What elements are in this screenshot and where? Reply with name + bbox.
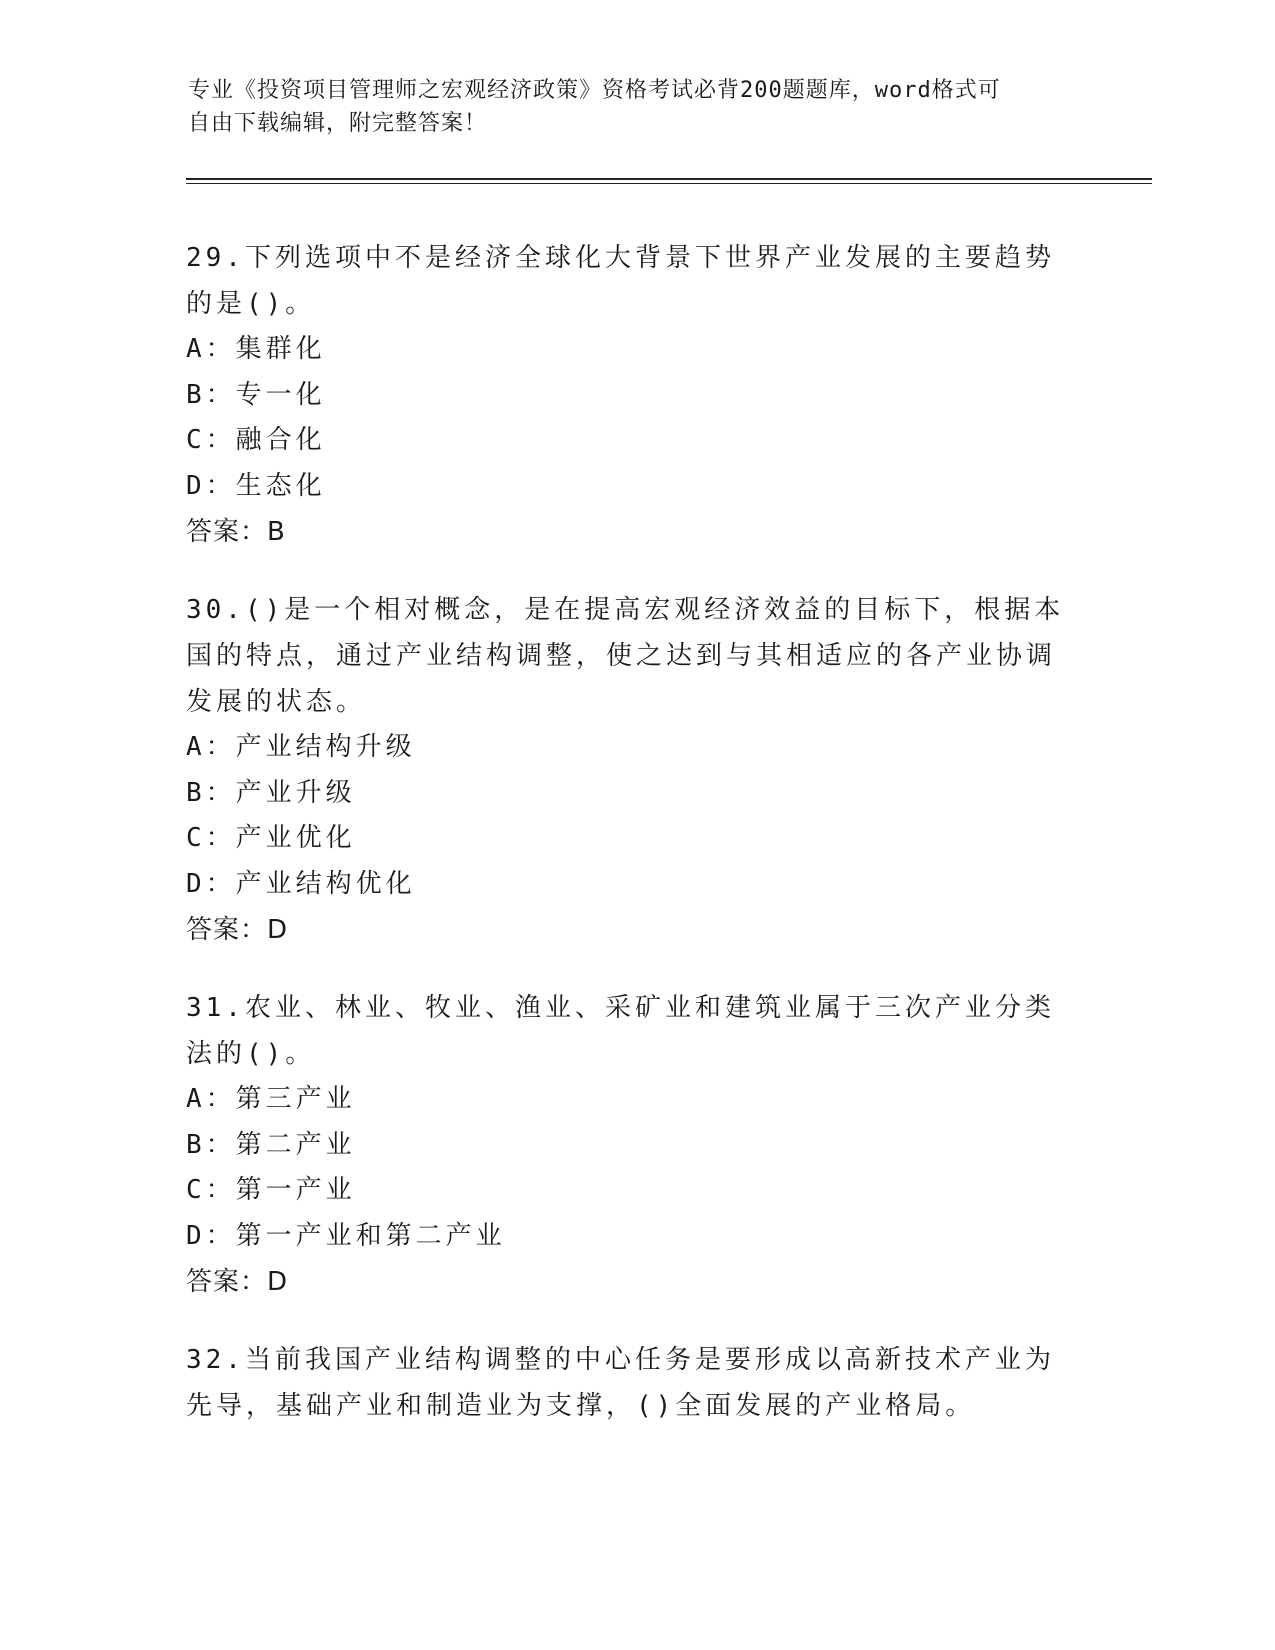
option-a: A：产业结构升级	[186, 732, 416, 762]
question-text: 29.下列选项中不是经济全球化大背景下世界产业发展的主要趋势的是()。	[186, 243, 1055, 319]
answer: 答案：B	[186, 517, 286, 547]
option-b: B：第二产业	[186, 1129, 356, 1160]
option-a: A：集群化	[186, 334, 326, 364]
option-c: C：第一产业	[186, 1175, 356, 1205]
option-d: D：产业结构优化	[186, 868, 416, 899]
option-d: D：生态化	[186, 470, 326, 501]
question-32	[186, 1337, 1086, 1429]
option-c: C：融合化	[186, 425, 326, 455]
question-text: 32.当前我国产业结构调整的中心任务是要形成以高新技术产业为先导，基础产业和制造业为支撑，()全面发展的产业格局。	[186, 1345, 1055, 1421]
option-b: B：产业升级	[186, 777, 356, 808]
question-text: 30.()是一个相对概念，是在提高宏观经济效益的目标下，根据本国的特点，通过产业结构调整，使之达到与其相适应的各产业协调发展的状态。	[186, 595, 1065, 717]
question-list	[186, 235, 1086, 1461]
document-header	[188, 74, 1068, 140]
option-d: D：第一产业和第二产业	[186, 1220, 506, 1251]
header-title-line-1: 专业《投资项目管理师之宏观经济政策》资格考试必背200题题库，word格式可	[188, 78, 1001, 103]
header-divider-thin	[186, 183, 1152, 184]
option-c: C：产业优化	[186, 823, 356, 853]
question-text: 31.农业、林业、牧业、渔业、采矿业和建筑业属于三次产业分类法的()。	[186, 993, 1055, 1069]
question-29	[186, 235, 1086, 555]
header-title-line-2: 自由下载编辑，附完整答案！	[188, 111, 488, 136]
question-31	[186, 985, 1086, 1305]
question-30	[186, 587, 1086, 953]
option-a: A：第三产业	[186, 1084, 356, 1114]
answer: 答案：D	[186, 915, 289, 945]
option-b: B：专一化	[186, 379, 326, 410]
header-divider	[186, 178, 1152, 180]
answer: 答案：D	[186, 1267, 289, 1297]
